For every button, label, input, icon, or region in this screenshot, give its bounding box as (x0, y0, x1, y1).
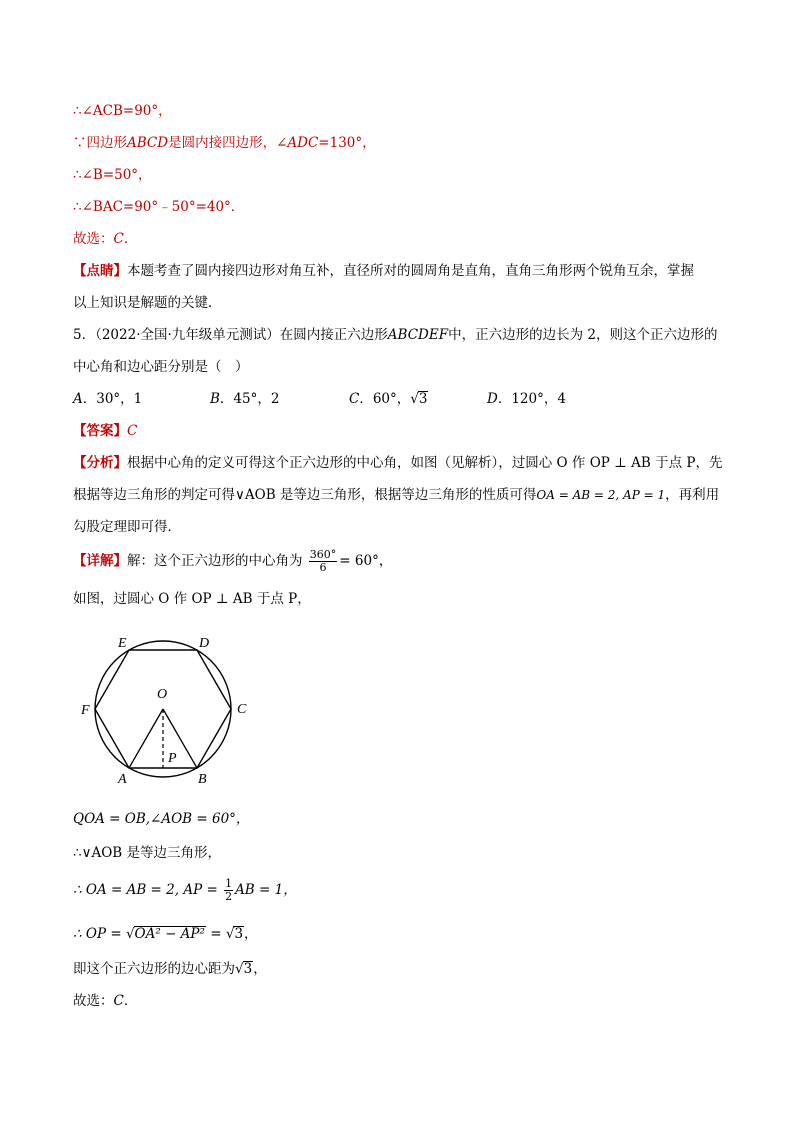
label-b: B (198, 772, 207, 787)
step-line-2: ∴∨AOB 是等边三角形， (73, 845, 221, 861)
analysis-line-2: 根据等边三角形的判定可得∨AOB 是等边三角形，根据等边三角形的性质可得OA = AB = 2, AP = 1，再利用 (73, 487, 720, 503)
analysis-line-3: 勾股定理即可得． (73, 519, 181, 535)
step-line-1: QOA = OB,∠AOB = 60°， (73, 811, 250, 827)
prev-step-2: ∵四边形ABCD是圆内接四边形，∠ADC=130°， (73, 135, 376, 151)
option-d: D．120°，4 (487, 391, 566, 407)
detail-line-2: 如图，过圆心 O 作 OP ⊥ AB 于点 P， (73, 591, 311, 607)
answer-value: C (127, 423, 138, 439)
final-choice: 故选：C． (73, 993, 138, 1009)
fraction-360-6: $\frac{360^\circ}{6}$ (309, 548, 337, 574)
step-line-5: 即这个正六边形的边心距为√3， (73, 961, 267, 977)
option-b: B．45°，2 (210, 391, 280, 407)
label-p: P (168, 751, 177, 766)
detail-tag: 【详解】 (73, 553, 127, 569)
prev-choice: 故选：C． (73, 231, 138, 247)
prev-step-4: ∴∠BAC=90°﹣50°=40°． (73, 199, 245, 215)
answer-line (73, 421, 137, 441)
label-c: C (237, 702, 247, 717)
answer-tag: 【答案】 (73, 423, 127, 439)
label-d: D (199, 636, 210, 651)
prev-comment-2: 以上知识是解题的关键． (73, 295, 222, 311)
analysis-tag: 【分析】 (73, 455, 127, 471)
step-line-3: ∴ OA = AB = 2, AP = $\frac{1}{2}$ AB = 1， (73, 877, 297, 903)
prev-step-3: ∴∠B=50°， (73, 167, 152, 183)
option-c: C．60°，√3 (349, 391, 428, 407)
segment-oa (129, 709, 163, 768)
label-e: E (118, 636, 127, 651)
label-f: F (81, 703, 90, 718)
label-o: O (157, 687, 168, 702)
step-line-4: ∴ OP = √OA² − AP² = √3， (73, 926, 258, 942)
label-a: A (118, 772, 127, 787)
fraction-1-2: $\frac{1}{2}$ (225, 877, 233, 903)
comment-tag: 【点睛】 (73, 263, 127, 279)
detail-line-1: 【详解】解：这个正六边形的中心角为 $\frac{360^\circ}{6}$ = 60°， (73, 548, 393, 574)
question-5-line-1: 5．（2022·全国·九年级单元测试）在圆内接正六边形ABCDEF中，正六边形的边长为 2，则这个正六边形的 (73, 327, 718, 343)
analysis-line-1: 【分析】根据中心角的定义可得这个正六边形的中心角，如图（见解析），过圆心 O 作 OP ⊥ AB 于点 P，先 (73, 455, 723, 471)
prev-comment-1: 【点睛】本题考查了圆内接四边形对角互补，直径所对的圆周角是直角，直角三角形两个锐角互余，掌握 (73, 263, 694, 279)
question-5-line-2: 中心角和边心距分别是（ ） (73, 359, 249, 375)
prev-step-1: ∴∠ACB=90°， (73, 103, 172, 119)
option-a: A．30°，1 (73, 391, 143, 407)
hexagon-figure (78, 628, 258, 788)
